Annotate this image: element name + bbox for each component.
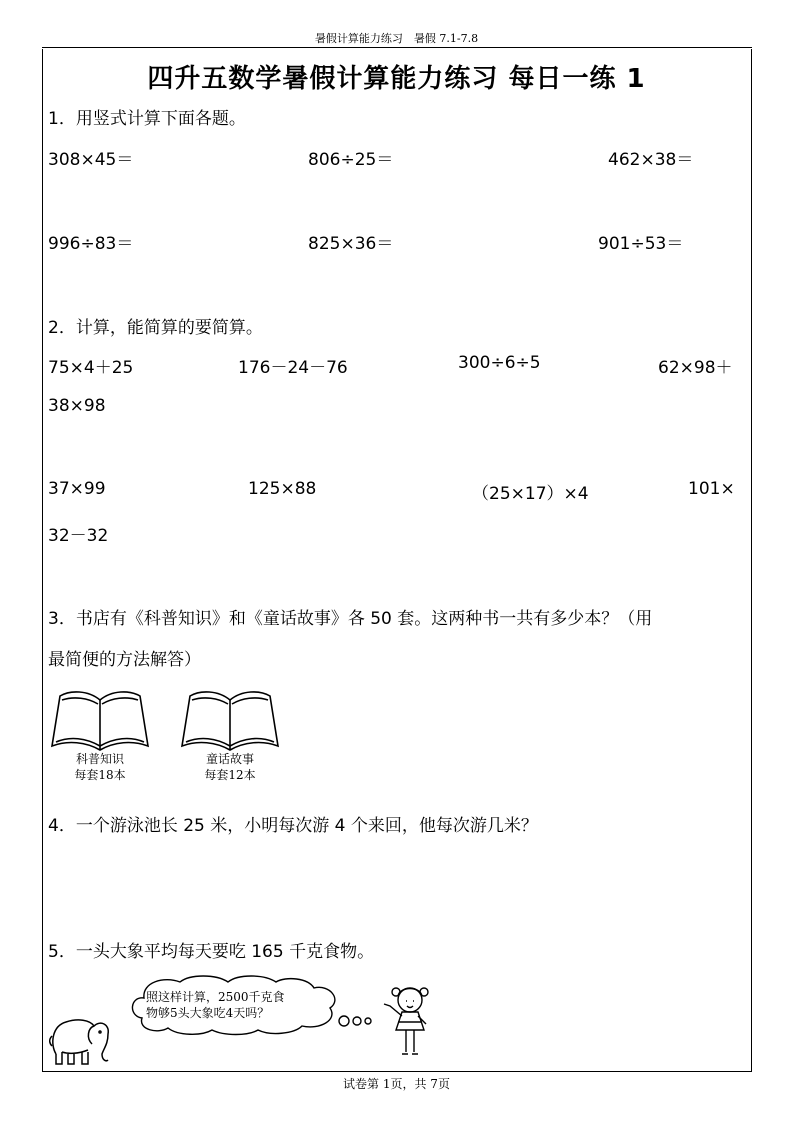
q2-item: 37×99 — [48, 479, 106, 499]
book-count: 每套18本 — [74, 768, 126, 782]
q3-label-line1: 3．书店有《科普知识》和《童话故事》各 50 套。这两种书一共有多少本？（用 — [48, 609, 653, 629]
q2-item: 125×88 — [248, 479, 317, 499]
q1-item: 806÷25＝ — [308, 150, 394, 170]
book-count: 每套12本 — [204, 768, 256, 782]
header-rule — [42, 47, 752, 48]
q2-item: 38×98 — [48, 396, 106, 416]
q3-label-line2: 最简便的方法解答） — [48, 650, 201, 670]
q2-item: 300÷6÷5 — [458, 353, 541, 373]
girl-icon — [380, 980, 436, 1062]
page-title: 四升五数学暑假计算能力练习 每日一练 1 — [147, 64, 646, 94]
bubble-text-line2: 物够5头大象吃4天吗？ — [146, 1006, 270, 1020]
book-name: 童话故事 — [205, 752, 254, 766]
q2-item: 32－32 — [48, 526, 109, 546]
q1-item: 996÷83＝ — [48, 234, 134, 254]
bubble-text-line1: 照这样计算，2500千克食 — [146, 990, 285, 1004]
page-footer: 试卷第 1页，共 7页 — [343, 1077, 450, 1091]
q2-item: 101× — [688, 479, 735, 499]
q1-item: 308×45＝ — [48, 150, 134, 170]
q1-label: 1．用竖式计算下面各题。 — [48, 109, 246, 129]
q2-item: 62×98＋ — [658, 358, 733, 378]
q2-item: 176－24－76 — [238, 358, 348, 378]
q5-label: 5．一头大象平均每天要吃 165 千克食物。 — [48, 942, 375, 962]
page-frame — [42, 49, 752, 1072]
open-book-icon — [180, 686, 280, 752]
q1-item: 462×38＝ — [608, 150, 694, 170]
q2-item: （25×17）×4 — [472, 484, 589, 504]
q2-item: 75×4＋25 — [48, 358, 134, 378]
elephant-icon — [48, 1014, 114, 1066]
q2-label: 2．计算，能简算的要简算。 — [48, 318, 263, 338]
q1-item: 901÷53＝ — [598, 234, 684, 254]
q1-item: 825×36＝ — [308, 234, 394, 254]
q4-label: 4．一个游泳池长 25 米，小明每次游 4 个来回，他每次游几米？ — [48, 816, 538, 836]
book-name: 科普知识 — [75, 752, 124, 766]
open-book-icon — [50, 686, 150, 752]
page-header: 暑假计算能力练习 暑假 7.1-7.8 — [314, 32, 479, 45]
